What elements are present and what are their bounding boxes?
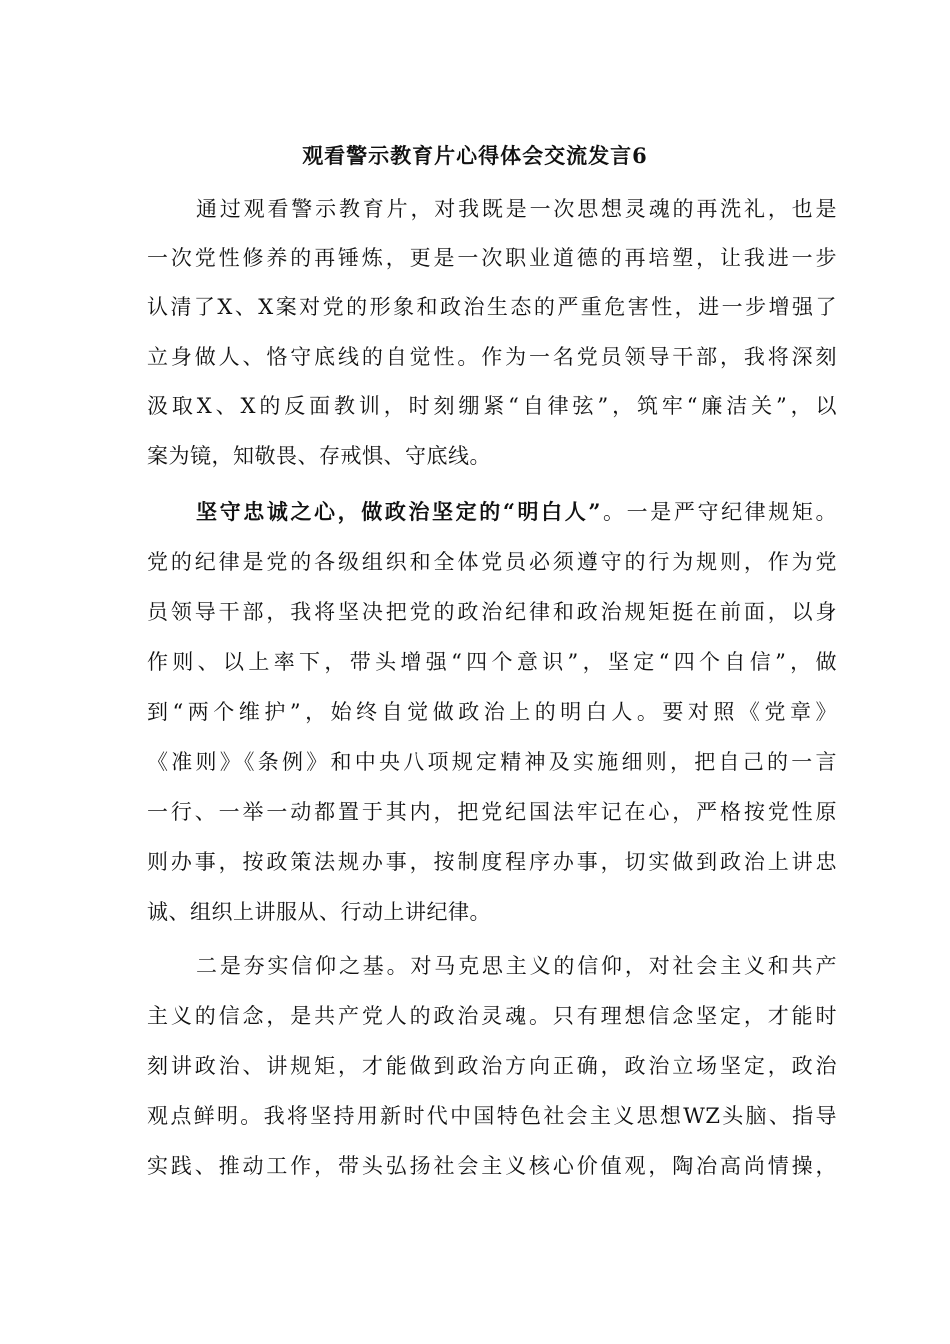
paragraph-line: 刻讲政治、讲规矩，才能做到政治方向正确，政治立场坚定，政治 — [147, 1054, 837, 1078]
paragraph-line: 作则、以上率下，带头增强“四个意识”，坚定“四个自信”，做 — [147, 650, 837, 674]
paragraph-line: 诚、组织上讲服从、行动上讲纪律。 — [147, 900, 491, 924]
paragraph-line: 二是夯实信仰之基。对马克思主义的信仰，对社会主义和共产 — [196, 954, 837, 978]
paragraph-line: 认清了X、X案对党的形象和政治生态的严重危害性，进一步增强了 — [147, 295, 837, 319]
paragraph-heading-tail: 。一是严守纪律规矩。 — [600, 500, 837, 524]
paragraph-line: 案为镜，知敬畏、存戒惧、守底线。 — [147, 444, 491, 468]
paragraph-line: 员领导干部，我将坚决把党的政治纪律和政治规矩挺在前面，以身 — [147, 600, 837, 624]
paragraph-line: 立身做人、恪守底线的自觉性。作为一名党员领导干部，我将深刻 — [147, 345, 837, 369]
paragraph-line: 主义的信念，是共产党人的政治灵魂。只有理想信念坚定，才能时 — [147, 1004, 837, 1028]
document-title: 观看警示教育片心得体会交流发言6 — [302, 143, 648, 168]
paragraph-line: 实践、推动工作，带头弘扬社会主义核心价值观，陶冶高尚情操， — [147, 1154, 837, 1178]
paragraph-heading-line — [196, 496, 837, 528]
paragraph-line: 到“两个维护”，始终自觉做政治上的明白人。要对照《党章》 — [147, 700, 837, 724]
paragraph-heading: 坚守忠诚之心，做政治坚定的“明白人” — [196, 499, 601, 524]
paragraph-line: 通过观看警示教育片，对我既是一次思想灵魂的再洗礼，也是 — [196, 197, 837, 221]
paragraph-line: 一次党性修养的再锤炼，更是一次职业道德的再培塑，让我进一步 — [147, 246, 837, 270]
paragraph-line: 党的纪律是党的各级组织和全体党员必须遵守的行为规则，作为党 — [147, 550, 837, 574]
paragraph-line: 一行、一举一动都置于其内，把党纪国法牢记在心，严格按党性原 — [147, 800, 837, 824]
paragraph-line: 观点鲜明。我将坚持用新时代中国特色社会主义思想WZ头脑、指导 — [147, 1104, 837, 1128]
paragraph-line: 《准则》《条例》和中央八项规定精神及实施细则，把自己的一言 — [147, 750, 837, 774]
paragraph-line: 则办事，按政策法规办事，按制度程序办事，切实做到政治上讲忠 — [147, 850, 837, 874]
paragraph-line: 汲取X、X的反面教训，时刻绷紧“自律弦”，筑牢“廉洁关”，以 — [147, 394, 837, 418]
